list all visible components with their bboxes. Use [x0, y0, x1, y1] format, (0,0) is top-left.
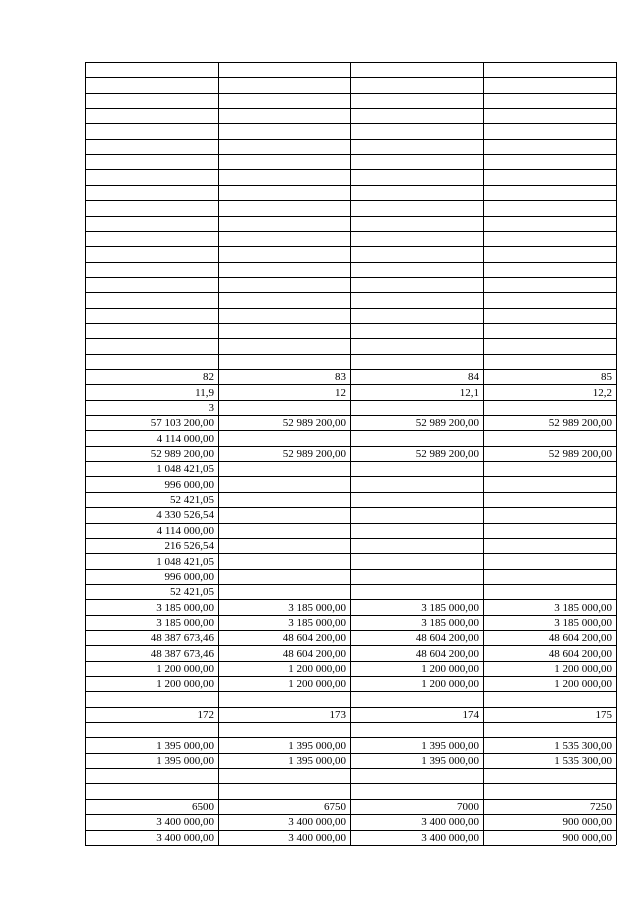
table-cell [218, 62, 350, 77]
table-cell: 48 604 200,00 [415, 632, 479, 645]
table-cell [483, 354, 616, 369]
table-cell [483, 538, 616, 553]
table-cell: 7250 [590, 801, 612, 814]
table-cell [483, 523, 616, 538]
table-cell: 1 048 421,05 [156, 463, 214, 476]
table-cell [350, 123, 483, 138]
table-cell: 1 200 000,00 [421, 678, 479, 691]
table-cell [218, 93, 350, 108]
grid-line-vertical [85, 62, 86, 845]
table-cell: 3 400 000,00 [288, 831, 346, 844]
table-cell [218, 323, 350, 338]
table-cell [218, 722, 350, 737]
table-cell: 3 185 000,00 [421, 601, 479, 614]
table-cell [218, 277, 350, 292]
table-cell: 1 395 000,00 [421, 755, 479, 768]
table-cell: 900 000,00 [562, 816, 612, 829]
table-cell [350, 185, 483, 200]
table-cell: 4 114 000,00 [156, 524, 214, 537]
table-cell [483, 216, 616, 231]
table-cell [85, 185, 218, 200]
table-cell: 1 048 421,05 [156, 555, 214, 568]
table-cell: 1 535 300,00 [554, 739, 612, 752]
table-cell [350, 569, 483, 584]
table-cell: 52 989 200,00 [548, 448, 612, 461]
table-cell: 12 [335, 386, 346, 399]
table-cell: 175 [595, 709, 612, 722]
table-cell [218, 538, 350, 553]
table-cell [218, 108, 350, 123]
table-cell [218, 507, 350, 522]
table-cell [483, 691, 616, 706]
table-cell [483, 768, 616, 783]
table-cell [85, 323, 218, 338]
table-cell [218, 200, 350, 215]
table-cell: 3 185 000,00 [156, 601, 214, 614]
table-cell [218, 584, 350, 599]
table-cell [218, 476, 350, 491]
table-cell [85, 338, 218, 353]
table-cell [85, 139, 218, 154]
table-cell [350, 507, 483, 522]
table-cell [350, 216, 483, 231]
table-cell: 6500 [192, 801, 214, 814]
table-cell: 174 [462, 709, 479, 722]
table-cell: 4 114 000,00 [156, 432, 214, 445]
table-cell [483, 569, 616, 584]
table-cell [350, 246, 483, 261]
table-cell [483, 292, 616, 307]
table-cell: 1 200 000,00 [288, 662, 346, 675]
table-cell [218, 783, 350, 798]
table-cell [218, 523, 350, 538]
table-cell [85, 768, 218, 783]
table-cell [218, 169, 350, 184]
table-cell [350, 523, 483, 538]
table-cell [483, 507, 616, 522]
table-cell [483, 277, 616, 292]
table-cell: 85 [601, 371, 612, 384]
table-cell: 48 387 673,46 [150, 647, 214, 660]
table-cell: 3 185 000,00 [554, 616, 612, 629]
table-cell: 48 604 200,00 [282, 647, 346, 660]
table-cell [218, 262, 350, 277]
table-cell [350, 231, 483, 246]
table-cell [85, 123, 218, 138]
table-cell [350, 62, 483, 77]
table-cell: 7000 [457, 801, 479, 814]
table-cell: 1 395 000,00 [288, 755, 346, 768]
table-cell [85, 262, 218, 277]
table-cell [85, 108, 218, 123]
table-cell [483, 722, 616, 737]
table-cell [85, 169, 218, 184]
table-cell: 12,2 [592, 386, 612, 399]
table-cell [218, 216, 350, 231]
table-cell: 172 [197, 709, 214, 722]
table-cell: 52 989 200,00 [415, 448, 479, 461]
table-cell: 3 400 000,00 [421, 831, 479, 844]
table-cell [483, 123, 616, 138]
table-cell [350, 584, 483, 599]
table-cell: 3 185 000,00 [288, 601, 346, 614]
table-cell [350, 553, 483, 568]
table-cell: 1 200 000,00 [554, 662, 612, 675]
table-cell [483, 338, 616, 353]
table-cell [350, 169, 483, 184]
table-cell: 83 [335, 371, 346, 384]
table-cell [350, 77, 483, 92]
table-cell: 996 000,00 [164, 478, 214, 491]
table-cell [350, 277, 483, 292]
table-cell: 1 395 000,00 [156, 755, 214, 768]
table-cell [350, 308, 483, 323]
table-cell [85, 154, 218, 169]
table-cell: 52 989 200,00 [282, 417, 346, 430]
table-cell: 1 395 000,00 [421, 739, 479, 752]
table-cell: 3 185 000,00 [554, 601, 612, 614]
table-cell [350, 400, 483, 415]
table-cell: 52 989 200,00 [282, 448, 346, 461]
table-cell [85, 691, 218, 706]
table-cell [483, 108, 616, 123]
table-cell: 11,9 [195, 386, 214, 399]
table-cell: 173 [329, 709, 346, 722]
table-cell: 52 421,05 [170, 586, 214, 599]
table-cell [350, 354, 483, 369]
table-cell [218, 308, 350, 323]
table-cell [350, 722, 483, 737]
table-cell [350, 292, 483, 307]
table-cell [350, 476, 483, 491]
table-cell: 52 421,05 [170, 494, 214, 507]
table-cell [218, 246, 350, 261]
table-cell [85, 216, 218, 231]
table-cell [218, 338, 350, 353]
table-cell [483, 430, 616, 445]
table-cell [218, 400, 350, 415]
table-cell [218, 231, 350, 246]
table-cell: 1 395 000,00 [288, 739, 346, 752]
table-cell: 52 989 200,00 [548, 417, 612, 430]
table-cell [218, 569, 350, 584]
table-cell [218, 77, 350, 92]
table-cell [350, 323, 483, 338]
table-cell [85, 62, 218, 77]
table-cell [218, 553, 350, 568]
table-cell: 1 200 000,00 [288, 678, 346, 691]
table-cell: 57 103 200,00 [150, 417, 214, 430]
table-cell: 3 [208, 402, 214, 415]
table-cell: 1 200 000,00 [421, 662, 479, 675]
table-cell [483, 308, 616, 323]
grid-line-vertical [350, 62, 351, 845]
table-cell [350, 492, 483, 507]
table-cell [350, 262, 483, 277]
table-cell [218, 691, 350, 706]
table-cell [483, 154, 616, 169]
table-cell: 48 604 200,00 [548, 632, 612, 645]
table-cell [483, 93, 616, 108]
table-cell: 1 200 000,00 [156, 678, 214, 691]
grid-line-vertical [616, 62, 617, 845]
table-cell [483, 553, 616, 568]
table-cell [85, 93, 218, 108]
table-cell [483, 200, 616, 215]
table-cell [350, 538, 483, 553]
table-cell: 84 [468, 371, 479, 384]
table-cell [483, 584, 616, 599]
table-cell [350, 461, 483, 476]
table-cell: 48 387 673,46 [150, 632, 214, 645]
grid-line-horizontal [85, 845, 616, 846]
table-cell: 3 400 000,00 [156, 816, 214, 829]
table-cell: 52 989 200,00 [415, 417, 479, 430]
table-cell: 996 000,00 [164, 570, 214, 583]
table-cell [85, 231, 218, 246]
table-cell: 3 185 000,00 [421, 616, 479, 629]
table-cell: 6750 [324, 801, 346, 814]
table-cell [483, 262, 616, 277]
table-cell [350, 338, 483, 353]
table-cell: 3 400 000,00 [156, 831, 214, 844]
table-cell [483, 185, 616, 200]
table-cell [218, 292, 350, 307]
table-cell [483, 77, 616, 92]
table-cell [218, 123, 350, 138]
table-cell [350, 93, 483, 108]
table-cell [350, 430, 483, 445]
table-cell [483, 246, 616, 261]
table-cell [85, 277, 218, 292]
table-cell [483, 62, 616, 77]
table-cell: 12,1 [459, 386, 479, 399]
table-cell [483, 400, 616, 415]
table-cell [218, 185, 350, 200]
table-cell [85, 354, 218, 369]
table-cell: 1 535 300,00 [554, 755, 612, 768]
table-cell: 3 400 000,00 [421, 816, 479, 829]
table-cell [350, 154, 483, 169]
table-cell [350, 139, 483, 154]
table-cell [218, 768, 350, 783]
table-cell: 900 000,00 [562, 831, 612, 844]
table-cell: 3 400 000,00 [288, 816, 346, 829]
table-cell: 48 604 200,00 [415, 647, 479, 660]
grid-line-vertical [483, 62, 484, 845]
table-cell: 4 330 526,54 [156, 509, 214, 522]
table-cell [483, 231, 616, 246]
table-cell [350, 691, 483, 706]
table-cell [350, 783, 483, 798]
table-cell [218, 139, 350, 154]
table-cell [85, 292, 218, 307]
table-cell [483, 476, 616, 491]
table-cell [483, 783, 616, 798]
table-cell [218, 492, 350, 507]
table-cell: 82 [203, 371, 214, 384]
table-cell [85, 200, 218, 215]
table-cell: 52 989 200,00 [150, 448, 214, 461]
table-cell [218, 461, 350, 476]
table-cell [218, 354, 350, 369]
table-cell [218, 430, 350, 445]
table-cell [483, 169, 616, 184]
table-cell [483, 492, 616, 507]
table-cell [85, 308, 218, 323]
table-cell [483, 461, 616, 476]
table-cell [85, 783, 218, 798]
table-cell [350, 768, 483, 783]
table-cell [350, 108, 483, 123]
table-cell [483, 139, 616, 154]
table-cell: 1 395 000,00 [156, 739, 214, 752]
table-cell: 1 200 000,00 [156, 662, 214, 675]
table-cell: 48 604 200,00 [548, 647, 612, 660]
table-cell: 216 526,54 [164, 540, 214, 553]
table-cell: 3 185 000,00 [156, 616, 214, 629]
table-cell [85, 722, 218, 737]
table-cell: 3 185 000,00 [288, 616, 346, 629]
table-cell [483, 323, 616, 338]
table-cell [218, 154, 350, 169]
table-cell [85, 77, 218, 92]
table-cell: 48 604 200,00 [282, 632, 346, 645]
table-cell [85, 246, 218, 261]
table-cell: 1 200 000,00 [554, 678, 612, 691]
grid-line-vertical [218, 62, 219, 845]
table-cell [350, 200, 483, 215]
